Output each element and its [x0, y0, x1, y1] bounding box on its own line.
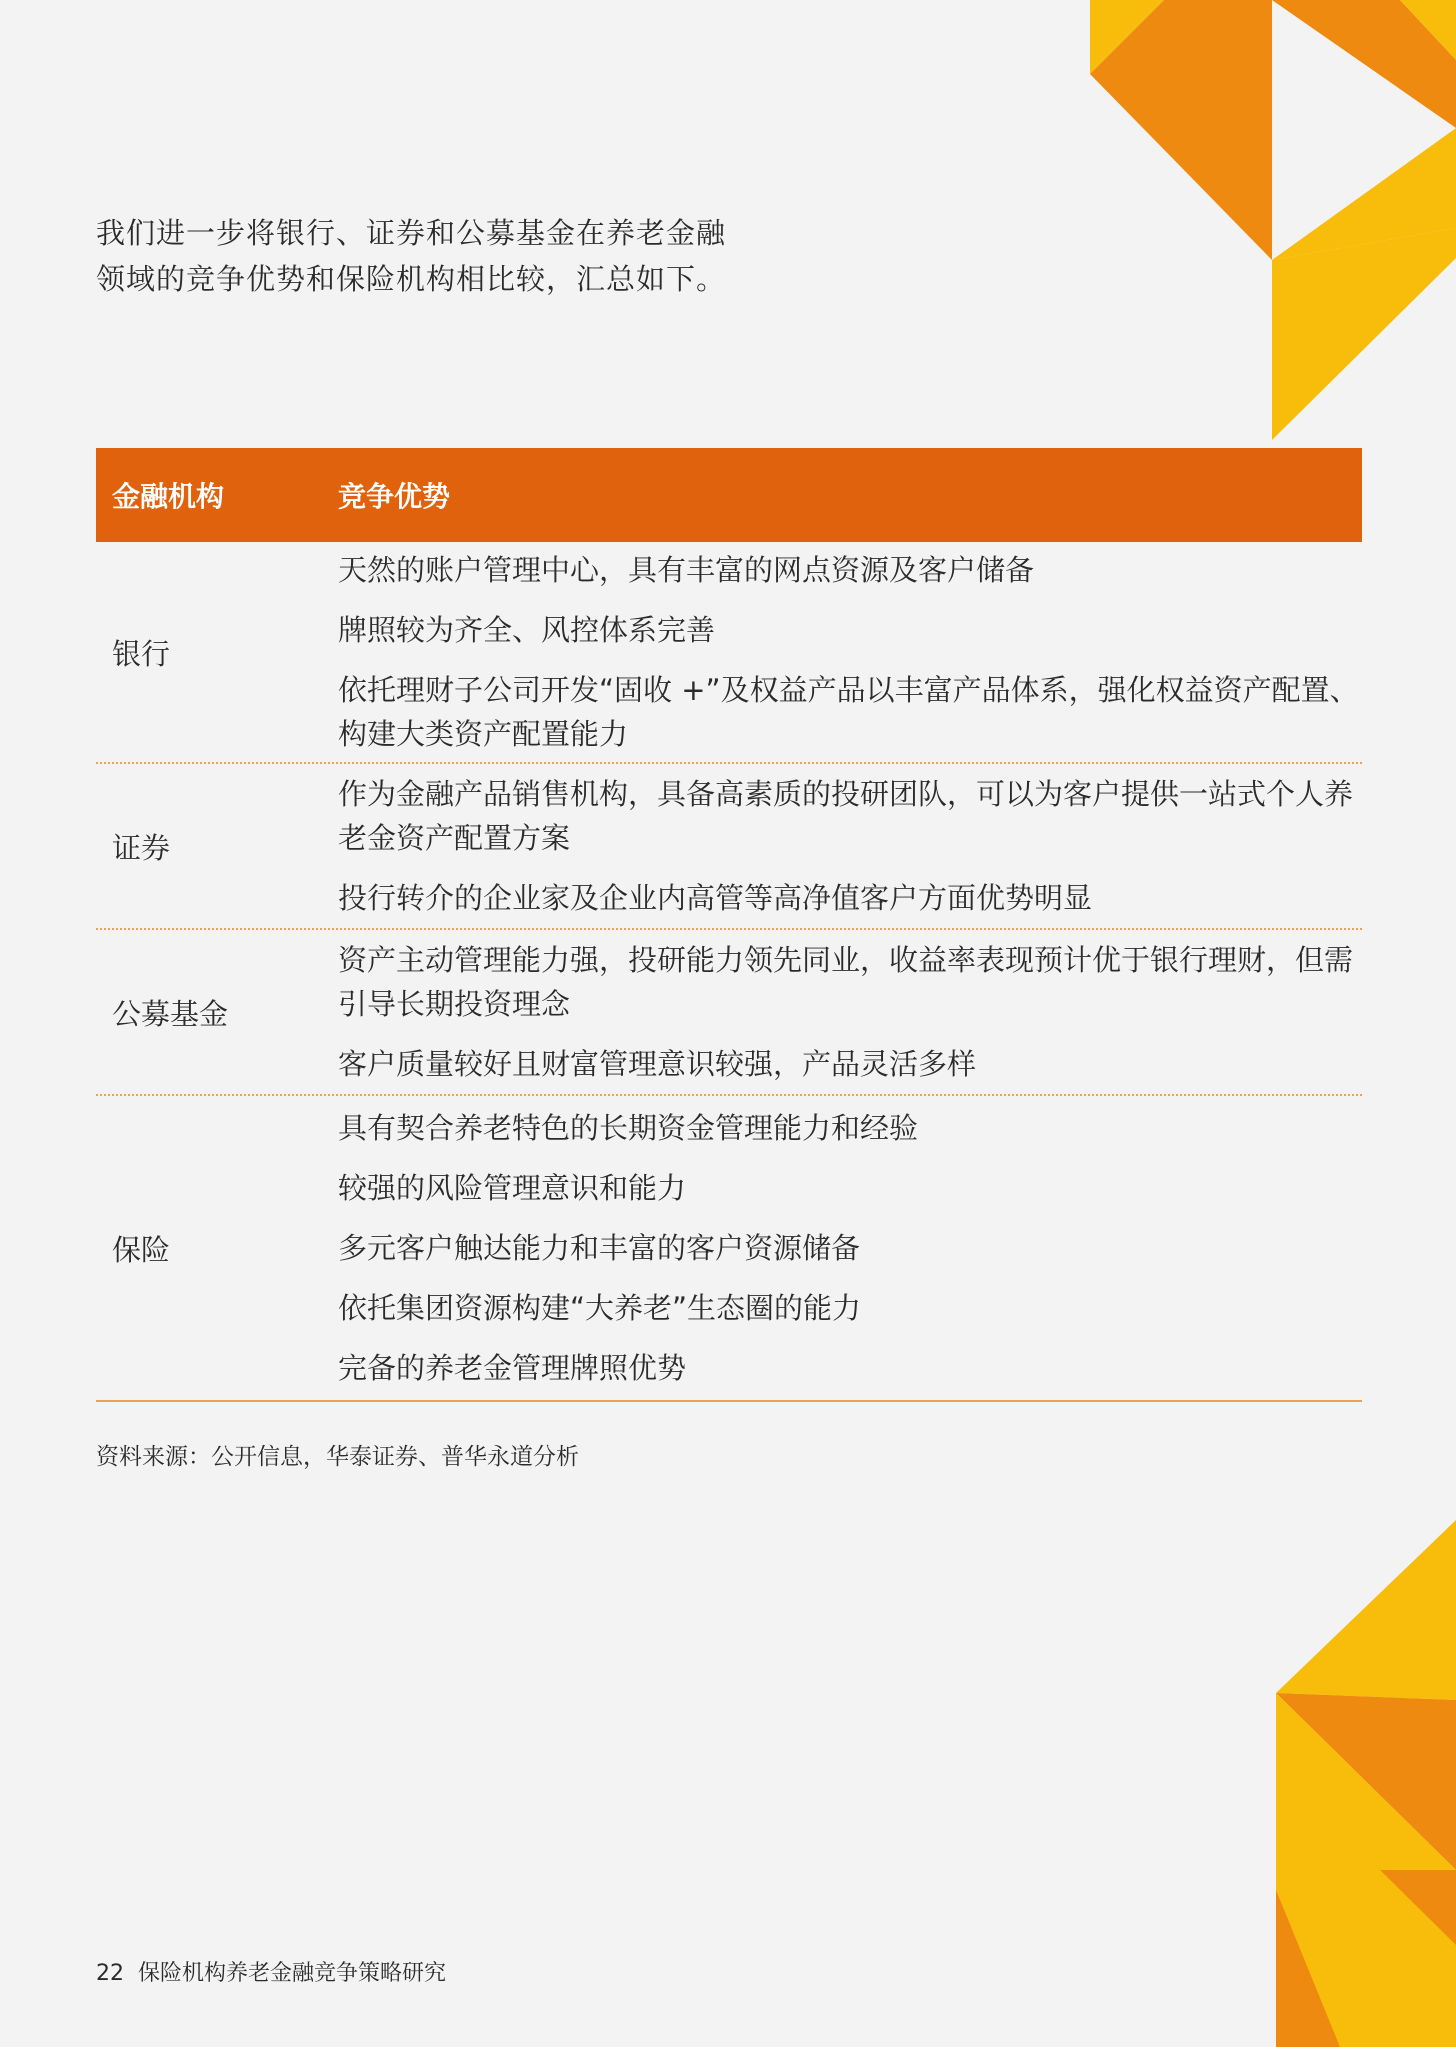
- advantage-item: 完备的养老金管理牌照优势: [338, 1351, 687, 1385]
- triangle-shape: [1380, 1870, 1456, 1945]
- advantage-item: 天然的账户管理中心，具有丰富的网点资源及客户储备: [338, 553, 1035, 587]
- institution-securities: 证券: [112, 830, 171, 865]
- header-institution: 金融机构: [112, 480, 225, 513]
- table-header: [96, 448, 1362, 542]
- advantages-list: [338, 928, 1362, 1096]
- page-number: 22: [96, 1961, 124, 1986]
- triangle-shape: [1272, 0, 1456, 128]
- table-row: [96, 930, 1362, 1096]
- triangle-shape: [1272, 228, 1456, 440]
- advantage-item: 多元客户触达能力和丰富的客户资源储备: [338, 1231, 861, 1265]
- advantages-list: [338, 762, 1362, 930]
- triangle-shape: [1272, 128, 1456, 260]
- advantage-item: 依托理财子公司开发“固收 +”及权益产品以丰富产品体系，强化权益资产配置、构建大类资产配置能力: [338, 673, 1359, 751]
- publication-title: 保险机构养老金融竞争策略研究: [138, 1961, 447, 1986]
- intro-paragraph: 我们进一步将银行、证券和公募基金在养老金融领域的竞争优势和保险机构相比较，汇总如下。: [96, 216, 727, 296]
- triangle-shape: [1276, 1890, 1340, 2047]
- advantages-list: [338, 1096, 1362, 1400]
- advantages-list: [338, 538, 1362, 766]
- page-footer: [96, 1956, 446, 1987]
- advantage-item: 依托集团资源构建“大养老”生态圈的能力: [338, 1291, 862, 1325]
- source-note: 资料来源：公开信息，华泰证券、普华永道分析: [96, 1444, 579, 1470]
- table-row: [96, 1096, 1362, 1402]
- triangle-shape: [1276, 1693, 1456, 2047]
- header-advantages: 竞争优势: [338, 480, 451, 513]
- institution-public-fund: 公募基金: [112, 996, 229, 1031]
- triangle-shape: [1276, 1693, 1456, 1870]
- triangle-shape: [1276, 1520, 1456, 1700]
- advantage-item: 作为金融产品销售机构，具备高素质的投研团队，可以为客户提供一站式个人养老金资产配置方案: [338, 777, 1354, 855]
- triangle-shape: [1090, 0, 1272, 260]
- institution-insurance: 保险: [112, 1232, 171, 1267]
- advantage-item: 投行转介的企业家及企业内高管等高净值客户方面优势明显: [338, 881, 1093, 915]
- table-row: [96, 764, 1362, 930]
- comparison-table: [96, 448, 1362, 1402]
- advantage-item: 资产主动管理能力强，投研能力领先同业，收益率表现预计优于银行理财，但需引导长期投资理念: [338, 943, 1354, 1021]
- triangle-shape: [1090, 0, 1164, 74]
- table-row: [96, 542, 1362, 764]
- advantage-item: 较强的风险管理意识和能力: [338, 1171, 687, 1205]
- institution-bank: 银行: [112, 636, 171, 671]
- triangle-shape: [1400, 0, 1456, 60]
- advantage-item: 牌照较为齐全、风控体系完善: [338, 613, 716, 647]
- advantage-item: 具有契合养老特色的长期资金管理能力和经验: [338, 1111, 919, 1145]
- advantage-item: 客户质量较好且财富管理意识较强，产品灵活多样: [338, 1047, 977, 1081]
